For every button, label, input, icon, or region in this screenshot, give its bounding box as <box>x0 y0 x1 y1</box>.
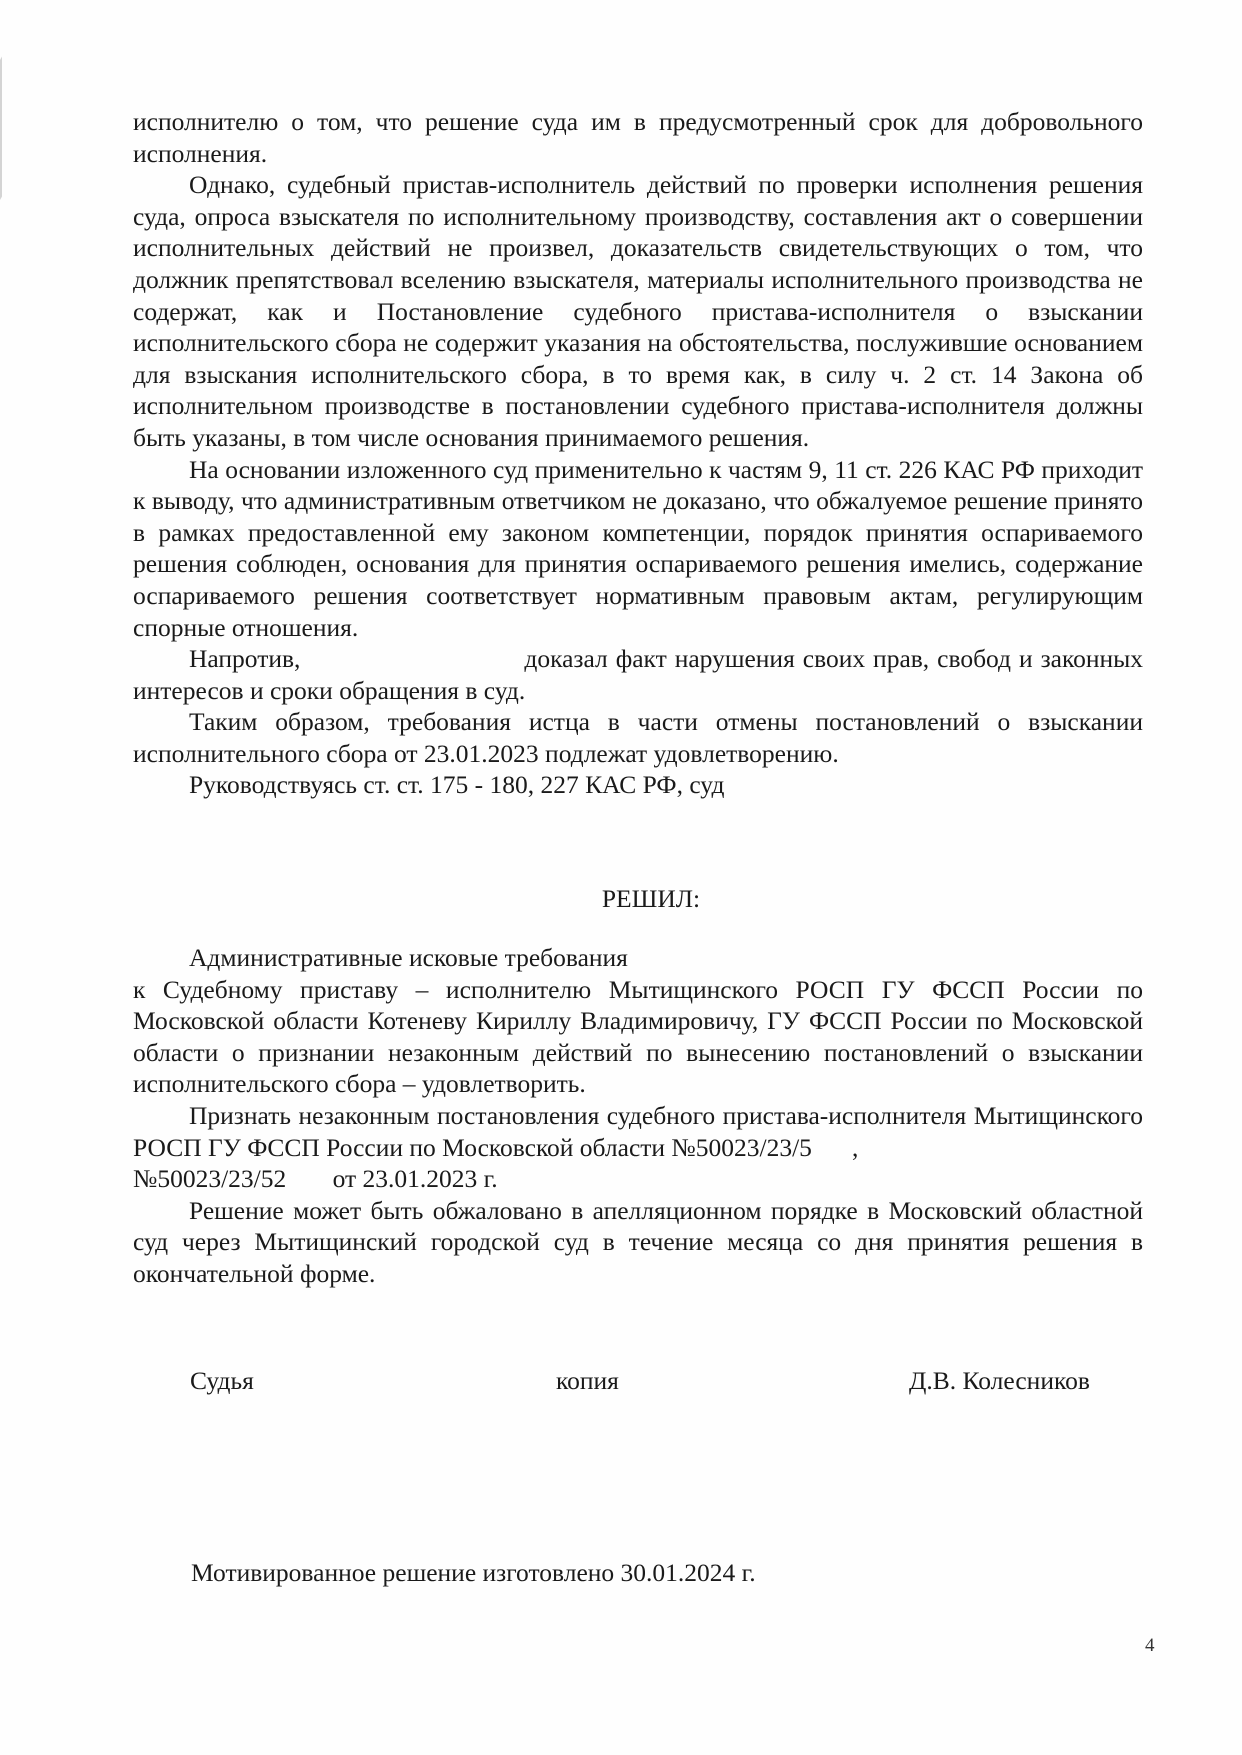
decision-p2-sep: , <box>851 1132 859 1162</box>
signature-row <box>0 1366 1242 1398</box>
decision-paragraph-2 <box>133 1100 1143 1195</box>
judge-label: Судья <box>190 1366 254 1395</box>
page-number: 4 <box>1145 1635 1155 1656</box>
decision-heading: РЕШИЛ: <box>601 884 701 913</box>
motivated-decision-date: Мотивированное решение изготовлено 30.01.2024 г. <box>191 1558 756 1587</box>
decision-paragraph-3: Решение может быть обжаловано в апелляционном порядке в Московский областной суд через Мытищинский городской суд в течение месяца со дня принятия решения в окончательной форме. <box>133 1195 1143 1288</box>
paragraph-5: Таким образом, требования истца в части отмены постановлений о взыскании исполнительного сбора от 23.01.2023 подлежат удовлетворению. <box>133 707 1143 768</box>
judge-name: Д.В. Колесников <box>909 1366 1090 1395</box>
scan-edge-mark <box>0 32 16 200</box>
decision-paragraph-1 <box>133 942 1143 1100</box>
decision-p1-first: Административные исковые требования <box>189 943 628 972</box>
paragraph-2: Однако, судебный пристав-исполнитель действий по проверки исполнения решения суда, опроса взыскателя по исполнительному производству, составления акт о совершении исполнительных действий не произвел, доказательств свидетельствующих о том, что должник препятствовал вселению взыскателя, материалы исполнительного производства не содержат, как и Постановление судебного пристава-исполнителя о взыскании исполнительского сбора не содержит указания на обстоятельства, послужившие основанием для взыскания исполнительского сбора, в то время как, в силу ч. 2 ст. 14 Закона об исполнительном производстве в постановлении судебного пристава-исполнителя должны быть указаны, в том числе основания принимаемого решения. <box>133 170 1143 452</box>
paragraph-6: Руководствуясь ст. ст. 175 - 180, 227 КАС РФ, суд <box>189 770 725 800</box>
copy-label: копия <box>556 1366 619 1395</box>
paragraph-1: исполнителю о том, что решение суда им в предусмотренный срок для добровольного исполнения. <box>133 107 1143 168</box>
body-text <box>133 106 1143 801</box>
paragraph-4 <box>133 643 1143 706</box>
decision-p2-line: Признать незаконным постановления судебного пристава-исполнителя Мытищинского РОСП ГУ ФССП России по Московской области №50023/23/5 <box>133 1100 1143 1162</box>
paragraph-4-before: Напротив, <box>189 644 301 674</box>
paragraph-4-after: доказал факт нарушения своих прав, свобод и законных интересов и сроки обращения в суд. <box>133 644 1144 705</box>
decision-p1-rest: к Судебному приставу – исполнителю Мытищинского РОСП ГУ ФССП России по Московской области Котеневу Кириллу Владимировичу, ГУ ФССП России по Московской области о признании незаконным действий по вынесению постановлений о взыскании исполнительского сбора – удовлетворить. <box>133 974 1143 1099</box>
paragraph-3: На основании изложенного суд применительно к частям 9, 11 ст. 226 КАС РФ приходит к выводу, что административным ответчиком не доказано, что обжалуемое решение принято в рамках предоставленной ему законом компетенции, порядок принятия оспариваемого решения соблюден, основания для принятия оспариваемого решения имелись, содержание оспариваемого решения соответствует нормативным правовым актам, регулирующим спорные отношения. <box>133 454 1143 642</box>
decision-p2-end: от 23.01.2023 г. <box>332 1164 498 1194</box>
decision-block <box>133 942 1143 1290</box>
decision-p2-second: №50023/23/52 <box>133 1164 287 1194</box>
